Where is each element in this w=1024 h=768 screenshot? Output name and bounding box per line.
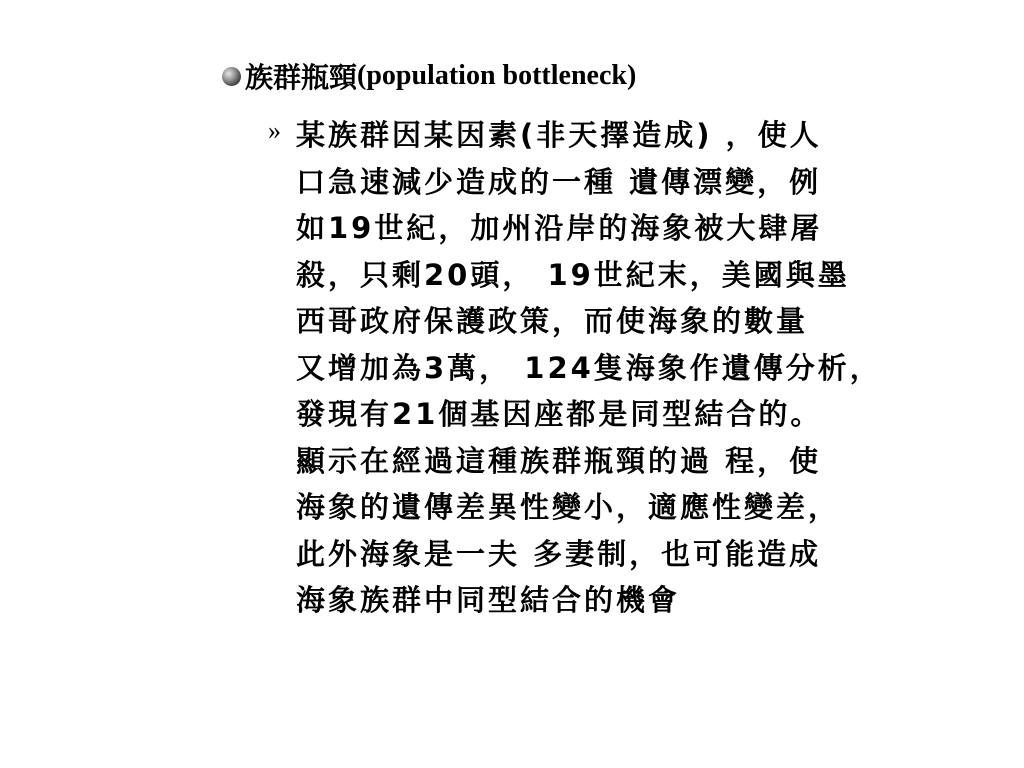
heading-title-en: (population bottleneck) [357,60,637,91]
body-line: 海象族群中同型結合的機會 [296,583,681,617]
body-line: 如19世紀，加州沿岸的海象被大肆屠 [296,211,823,245]
sub-bullet-marker: » [268,116,281,145]
body-line: 殺，只剩20頭， 19世紀末，美國與墨 [296,257,850,292]
heading-title-zh: 族群瓶頸 [245,61,358,94]
sphere-bullet-icon [222,67,241,86]
body-line: 海象的遺傳差異性變小，適應性變差， [296,490,841,524]
body-line: 口急速減少造成的一種 遺傳漂變，例 [296,164,822,199]
body-line: 西哥政府保護政策，而使海象的數量 [296,304,809,338]
body-line: 發現有21個基因座都是同型結合的。 [296,397,823,431]
body-line: 某族群因某因素(非天擇造成) ，使人 [296,118,822,152]
body-line: 顯示在經過這種族群瓶頸的過 程，使 [296,443,822,478]
sub-bullet-text [296,112,882,624]
body-line: 又增加為3萬， 124隻海象作遺傳分析， [296,350,882,385]
slide-heading [222,56,636,96]
body-line: 此外海象是一夫 多妻制，也可能造成 [296,536,822,571]
